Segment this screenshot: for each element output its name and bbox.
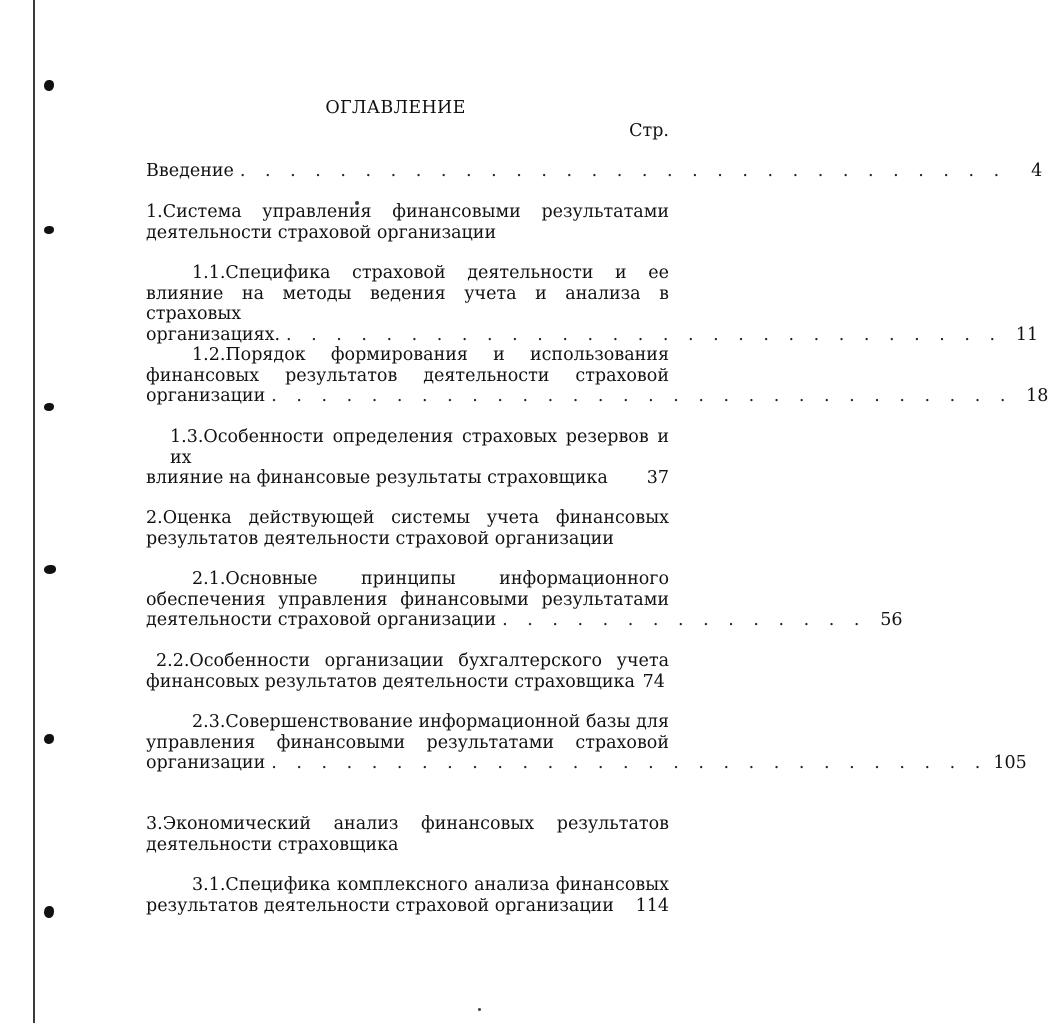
toc-line: 1.1.Специфика страховой деятельности и ее [192, 263, 669, 283]
toc-line: 3.1.Специфика комплексного анализа финансовых [192, 875, 669, 895]
toc-page-number: 74 [642, 671, 665, 692]
leader-dots: . . . . . . . . . . . . . . . . . . . . . . . . . . . . . . . [239, 161, 1007, 181]
toc-line: влияние на методы ведения учета и анализа в страховых [146, 283, 669, 324]
toc-line: 2.2.Особенности организации бухгалтерского учета [156, 651, 669, 671]
toc-entry-text: Введение [146, 161, 234, 181]
toc-line: деятельности страховой организации [146, 610, 497, 630]
scan-speck [478, 1008, 481, 1011]
toc-line: 3.Экономический анализ финансовых результатов [146, 814, 669, 834]
toc-section-3-1 [146, 875, 669, 916]
toc-line: организации [146, 753, 266, 773]
punch-hole-mark [44, 565, 56, 574]
toc-chapter-2 [146, 508, 669, 549]
leader-dots: . . . . . . . . . . . . . . . [502, 610, 867, 630]
toc-line: управления финансовыми результатами страховой [146, 732, 669, 753]
scan-edge-line [33, 0, 35, 1023]
toc-line: финансовых результатов деятельности страховой [146, 365, 669, 386]
toc-section-2-1 [146, 569, 903, 631]
toc-chapter-3 [146, 814, 669, 855]
toc-page-number: 11 [1015, 324, 1039, 345]
punch-hole-mark [44, 734, 54, 744]
leader-dots: . . . . . . . . . . . . . . . . . . . . . . . . . . . . . [286, 324, 1003, 345]
page-title: ОГЛАВЛЕНИЕ [325, 98, 466, 118]
toc-line: результатов деятельности страховой организации [146, 895, 614, 916]
toc-page-number: 37 [646, 468, 669, 488]
toc-section-2-3 [146, 712, 1027, 774]
page-column-label: Стр. [629, 121, 669, 141]
toc-section-1-3 [146, 427, 669, 489]
toc-line: деятельности страховщика [146, 834, 399, 855]
toc-section-1-2 [146, 345, 1048, 407]
toc-line: 1.2.Порядок формирования и использования [192, 345, 669, 365]
toc-line: организациях. [146, 324, 281, 345]
punch-hole-mark [44, 403, 54, 411]
toc-line: 1.3.Особенности определения страховых резервов и их [170, 427, 669, 468]
toc-line: финансовых результатов деятельности страховщика [146, 671, 635, 692]
punch-hole-mark [44, 226, 54, 234]
toc-page-number: 105 [993, 753, 1027, 773]
leader-dots: . . . . . . . . . . . . . . . . . . . . . . . . . . . . . [271, 753, 988, 773]
toc-section-2-2 [146, 651, 669, 692]
punch-hole-mark [44, 80, 54, 91]
toc-chapter-1 [146, 202, 669, 243]
toc-line: 2.Оценка действующей системы учета финансовых [146, 508, 669, 528]
toc-line: влияние на финансовые результаты страховщика [146, 468, 608, 488]
toc-page-number: 56 [880, 610, 903, 630]
toc-page-number: 4 [1031, 161, 1043, 181]
toc-line: результатов деятельности страховой организации [146, 528, 614, 549]
leader-dots: . . . . . . . . . . . . . . . . . . . . . . . . . . . . . . [271, 386, 1013, 406]
toc-line: обеспечения управления финансовыми результатами [146, 589, 669, 610]
toc-line: 1.Система управления финансовыми результатами [146, 202, 669, 222]
toc-line: организации [146, 386, 266, 406]
toc-section-1-1 [146, 263, 1039, 345]
toc-entry-intro [146, 161, 1043, 182]
toc-line: деятельности страховой организации [146, 222, 497, 243]
toc-page-number: 18 [1026, 386, 1048, 406]
toc-line: 2.3.Совершенствование информационной базы для [192, 712, 669, 732]
toc-line: 2.1.Основные принципы информационного [192, 569, 669, 589]
punch-hole-mark [44, 906, 54, 918]
toc-page-number: 114 [635, 895, 669, 916]
